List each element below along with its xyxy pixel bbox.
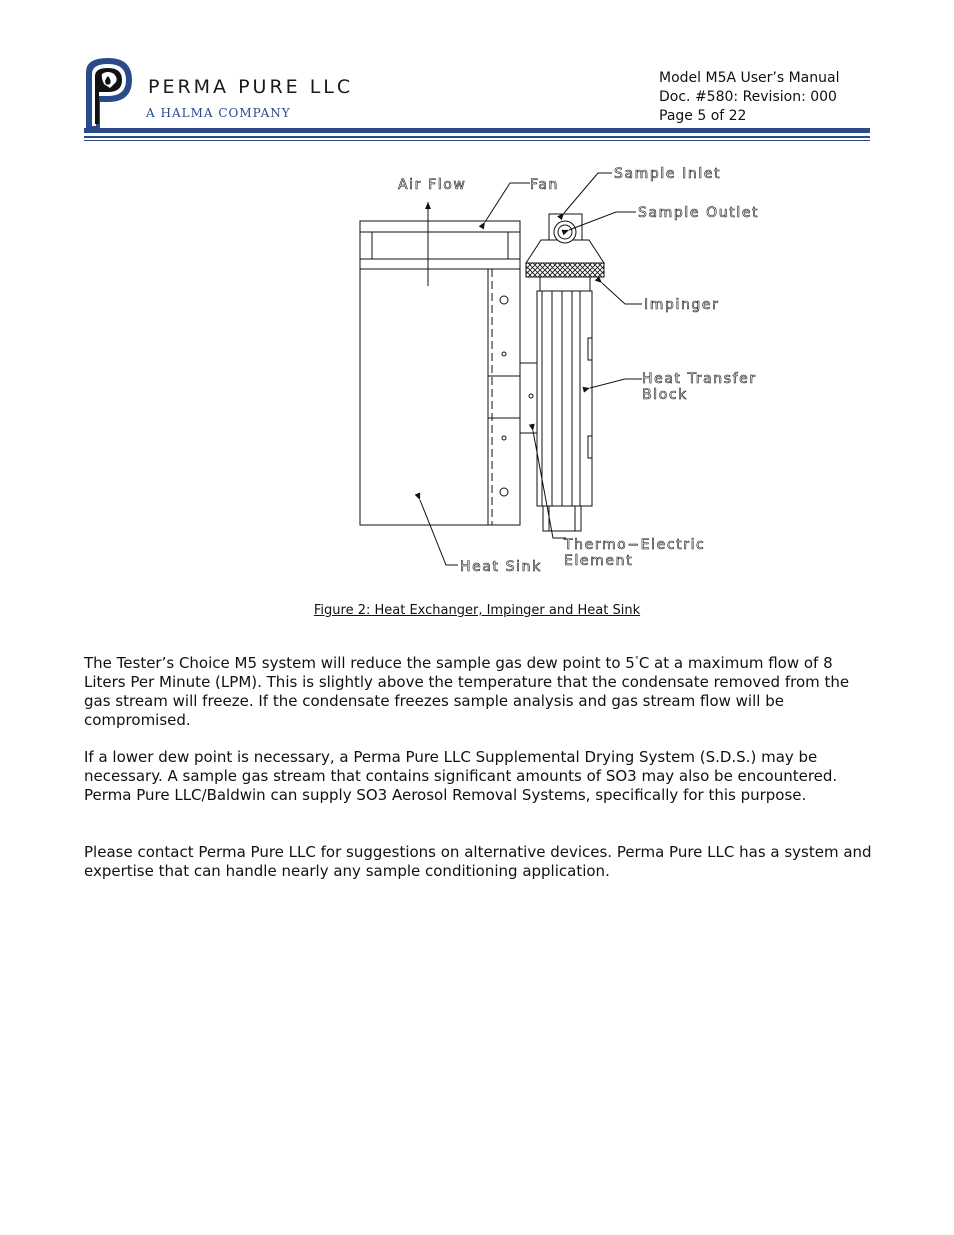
- paragraph-dew-point-rest: C at a maximum flow of 8 Liters Per Minute (LPM). This is slightly above the temperature that the condensate removed from the gas stream will freeze. If the condensate freezes sample analysis and gas stream flow will be compromised.: [84, 654, 850, 729]
- label-thermo-electric-2: Element: [564, 553, 634, 569]
- document-number: Doc. #580: Revision: 000: [659, 89, 837, 105]
- label-heat-transfer-1: Heat Transfer: [642, 371, 757, 387]
- figure-caption: Figure 2: Heat Exchanger, Impinger and Heat Sink: [313, 603, 641, 618]
- label-heat-transfer-2: Block: [642, 387, 688, 403]
- paragraph-drying-system: If a lower dew point is necessary, a Perma Pure LLC Supplemental Drying System (S.D.S.) may be necessary. A sample gas stream that contains significant amounts of SO3 may also be encountered. Perma Pure LLC/Baldwin can supply SO3 Aerosol Removal Systems, specifically for this purpose.: [84, 748, 838, 804]
- label-fan: Fan: [530, 177, 560, 193]
- heat-transfer-block-shape: [537, 291, 592, 506]
- manual-title: Model M5A User’s Manual: [659, 70, 840, 86]
- label-thermo-electric-1: Thermo−Electric: [564, 537, 706, 553]
- header-rule-hairline: [84, 140, 870, 141]
- header-rule-thin: [84, 136, 870, 138]
- company-tagline: A HALMA COMPANY: [146, 106, 291, 120]
- heat-exchanger-diagram: [340, 160, 780, 580]
- paragraph-dew-point-start: The Tester’s Choice M5 system will reduce the sample gas dew point to 5: [84, 654, 635, 672]
- company-logo: [84, 56, 134, 130]
- paragraph-dew-point: [84, 654, 874, 730]
- company-name: PERMA PURE LLC: [148, 76, 354, 98]
- degree-symbol: °: [634, 655, 639, 664]
- fan-shape: [360, 232, 520, 259]
- label-heat-sink: Heat Sink: [460, 559, 542, 575]
- heat-sink-shape: [360, 221, 520, 525]
- label-air-flow: Air Flow: [398, 177, 467, 193]
- label-sample-outlet: Sample Outlet: [638, 205, 760, 221]
- label-sample-inlet: Sample Inlet: [614, 166, 722, 182]
- thermo-electric-element-shape: [520, 363, 537, 433]
- label-impinger: Impinger: [644, 297, 720, 313]
- document-meta: [659, 69, 839, 126]
- header-rule: [84, 128, 870, 133]
- page-number: Page 5 of 22: [659, 108, 747, 124]
- paragraph-contact: Please contact Perma Pure LLC for suggestions on alternative devices. Perma Pure LLC has a system and expertise that can handle nearly any sample conditioning application.: [84, 843, 872, 880]
- impinger-shape: [526, 263, 604, 277]
